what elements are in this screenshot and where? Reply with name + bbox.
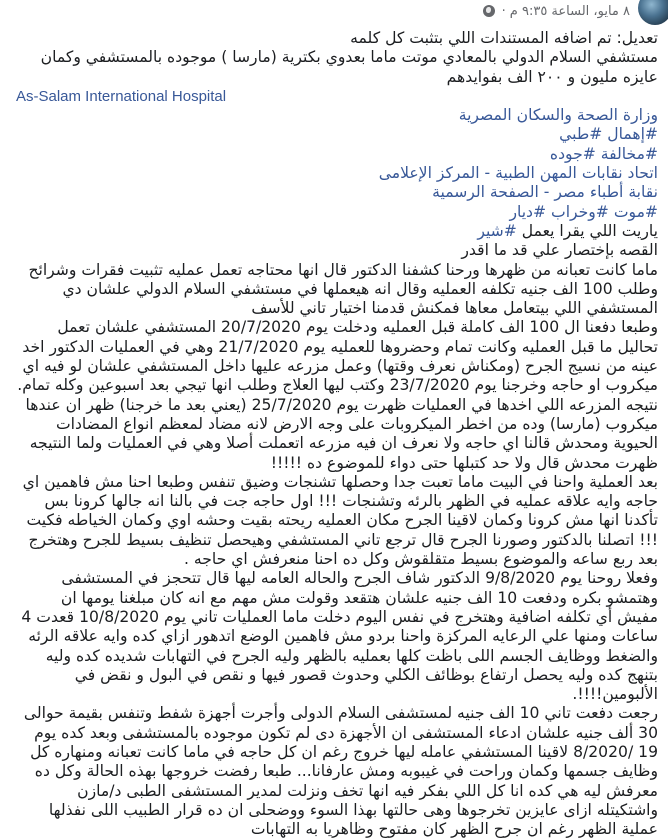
hashtag-line[interactable]: #موت #وخراب #ديار bbox=[509, 202, 658, 221]
author-avatar[interactable] bbox=[638, 0, 668, 25]
body-paragraph: وفعلا روحنا يوم 9/8/2020 الدكتور شاف الجرح والحاله العامه ليها قال تتحجز في المستشفى وهتمشو بكره ودفعت 10 الف جنيه علشان هتقعد وقولت مش مهم مع انه كان مبلغنا يومها ان مفيش أي تكلفه اضافية وهتخرج في نفس اليوم دخلت ماما العمليات تاني يوم 10/8/2020 قعدت 4 ساعات ومنها علي الرعايه المركزة واحنا بردو مش فاهمين الوضع اتدهور ازاي كده وايه علاقه الرئه والضغط ووظايف الجسم اللى باظت كلها بعمليه بالظهر وليه الجرح في التهابات شديده كده وليه بتنهج كده وليه يحصل ارتفاع بوظائف الكلي وحدوث قصور فيها و نقص في البول و نقض في الألبومين!!!!. bbox=[21, 569, 658, 704]
tag-link[interactable]: اتحاد نقابات المهن الطبية - المركز الإعلامى bbox=[378, 164, 658, 183]
body-paragraph: وطبعا دفعنا ال 100 الف كاملة قبل العمليه ودخلت يوم 20/7/2020 المستشفي علشان تعمل تحاليل ما قبل العمليه وكانت تمام وحضروها للعمليه يوم 21/7/2020 وهي في العمليات الدكتور اخد عينه من نسيج الجرح (ومكناش نعرف وقتها) وعمل مزرعه عليها داخل المستشفي علشان لو فيه اي ميكروب او حاجه وخرجنا يوم 23/7/2020 وكتب ليها العلاج وطلب انها تيجي بعد اسبوعين وكله تمام. bbox=[17, 318, 658, 395]
hashtag-line[interactable]: #مخالفة #جوده bbox=[549, 144, 658, 163]
share-text: ياريت اللي يقرا يعمل bbox=[516, 221, 658, 240]
globe-icon[interactable] bbox=[483, 5, 495, 17]
share-hashtag[interactable]: #شير bbox=[477, 221, 517, 240]
intro-line: تعديل: تم اضافه المستندات اللي بتثبت كل كلمه bbox=[350, 29, 658, 47]
meta-separator: · bbox=[501, 3, 506, 19]
post-body bbox=[0, 29, 668, 839]
body-paragraph: نتيجه المزرعه اللي اخدها في العمليات ظهرت يوم 25/7/2020 (يعني بعد ما خرجنا) ظهر ان عندها ميكروب (مارسا) وده من اخطر الميكروبات على وجه الارض لانه مضاد لمعظم انواع المضادات الحيوية ومحدش قالنا اي حاجه ولا نعرف ان فيه مزرعه اتعملت أصلا وهي في العمليات ولما النتيجه ظهرت محدش قال ولا حد كتبلها حتى دواء للموضوع ده !!!!! bbox=[25, 395, 658, 472]
body-paragraph: رجعت دفعت تاني 10 الف جنيه لمستشفى السلام الدولى وأجرت أجهزة شفط وتنفس بقيمة حوالى 30 ألف جنيه علشان ادعاء المستشفى ان الأجهزة دى لم تكون موجوده بالمستشفى وبعد كده يوم 19 /8/2020 لاقينا المستشفي عامله ليها خروج رغم ان كل حاجه في ماما كانت تعبانه ومنهاره كل وظايف جسمها وكمان وراحت في غيبوبه ومش عارفانا... طبعا رفضت خروجها بهذه الحالة وكل ده معرفش ليه هي كده انا كل اللي بفكر فيه انها تخف ونزلت لمدير المستشفى الطبى د/مازن واشتكيتله ازاى عايزين تخرجوها وهى حالتها بهذا السوء ووضحلى ان ده قرار الطبيب اللى نفذلها عملية الظهر رغم ان جرح الظهر كان مفتوح وظاهريا به التهابات bbox=[23, 704, 658, 839]
tag-link[interactable]: نقابة أطباء مصر - الصفحة الرسمية bbox=[432, 183, 658, 202]
body-paragraph: بعد العملية واحنا في البيت ماما تعبت جدا وحصلها تشنجات وضيق تنفس وطبعا احنا مش فاهمين اي حاجه وايه علاقه عمليه في الظهر بالرئه وتشنجات !!! اول حاجه جت في بالنا انه جالها كرونا بس تأكدنا انها مش كرونا وكمان لاقينا الجرح مكان العمليه ريحته بقيت وحشه اوي وكمان الخياطه فكيت !!! اتصلنا بالدكتور وصورنا الجرح قال ترجع تاني المستشفي وهيحصل تنظيف بسيط للجرح وهتخرج بعد ربع ساعه والموضوع بسيط متقلقوش وكل ده احنا منعرفش اي حاجه . bbox=[22, 472, 658, 569]
intro-line: مستشفي السلام الدولي بالمعادي موتت ماما بعدوي بكترية (مارسا ) موجوده بالمستشفي وكمان عايزه مليون و ٢٠٠ الف بفوايدهم bbox=[40, 48, 658, 86]
post-meta bbox=[483, 4, 630, 19]
hospital-link[interactable]: As-Salam International Hospital bbox=[16, 87, 227, 105]
post-header bbox=[0, 0, 668, 26]
body-paragraph: ماما كانت تعبانه من ظهرها ورحنا كشفنا الدكتور قال انها محتاجه تعمل عمليه تثبيت فقرات وشرائح وطلب 100 الف جنيه تكلفه العمليه وقال انه هيعملها في مستشفي السلام الدولي علشان دي المستشفي اللي بيتعامل معاها فمكنش قدمنا اختيار تاني للأسف bbox=[28, 260, 658, 318]
post-timestamp[interactable]: ٨ مايو، الساعة ٩:٣٥ م bbox=[509, 3, 630, 19]
share-line bbox=[16, 222, 658, 241]
hashtag-line[interactable]: #إهمال #طبي bbox=[559, 125, 658, 144]
tag-link[interactable]: وزارة الصحة والسكان المصرية bbox=[458, 106, 658, 125]
body-paragraph: القصه بإختصار علي قد ما اقدر bbox=[461, 241, 658, 260]
